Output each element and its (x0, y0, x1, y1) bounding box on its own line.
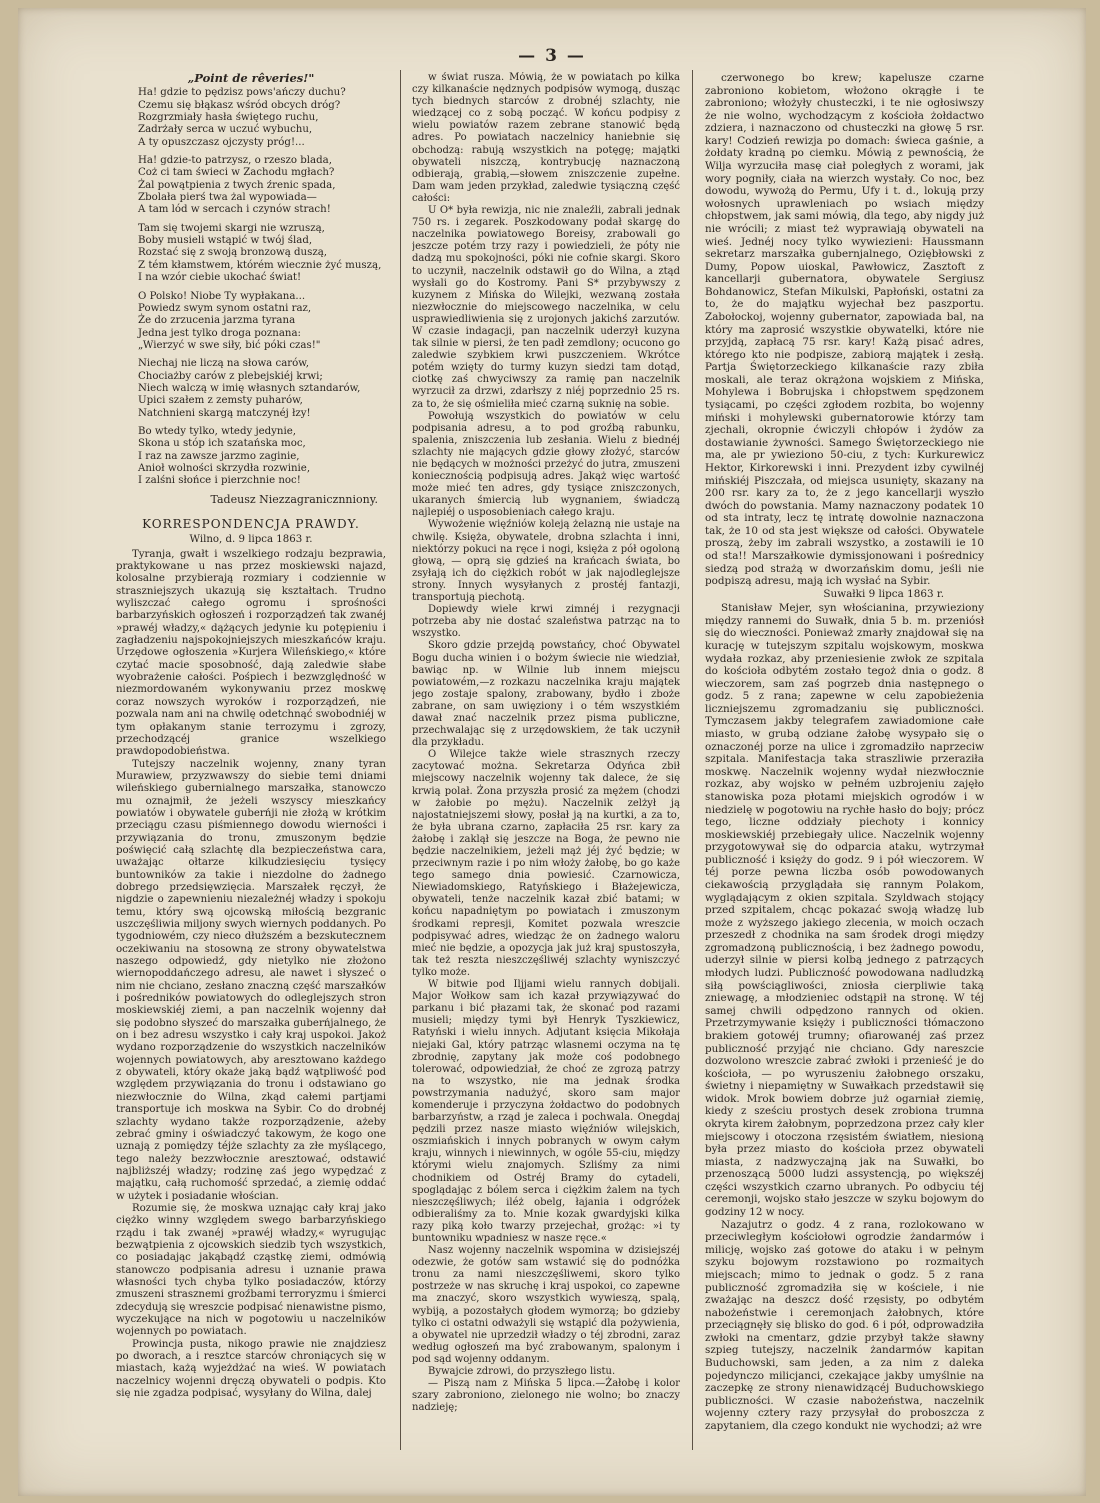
dateline: Suwałki 9 lipca 1863 r. (823, 587, 944, 600)
paragraph: czerwonego bo krew; kapelusze czarne zabroniono kobietom, włożono okrągłe i te zabroniono; włożyły chusteczki, i te nie ogłosiwszy że nie wolno, wychodzącym z kościoła żołdactwo zdziera, i naznaczono od chusteczki na głowę 5 rsr. kary! Codzień rewizja po domach: świeca gaśnie, a żołdaty kradną po ciemku. Mówią z pewnością, że Wilja wyrzuciła masę ciał poległych z worami, jak wory pogniły, ciała na wierzch wystały. Co noc, bez dowodu, wywożą do Permu, Ufy i t. d., lokują przy wołosnych uprawleniach po wsiach między chłopstwem, jak sami mówią, dla tego, aby nigdy już nie wrócili; z miast też wyprawiają obywateli na wieś. Jednéj nocy tylko wywiezieni: Haussmann sekretarz marszałka gubernjalnego, Oziębłowski z Dumy, Popow uioskal, Pawłowicz, Zasztoft z kancellarji gubernatora, obywatele Sergiusz Bohdanowicz, Stefan Mikulski, Papłoński, ostatni za to, że do majątku wyjechał bez paszportu. Zabołockoj, wojenny gubernator, zapowiada bal, na który ma zaprosić wszystkie obywatelki, które nie przyjdą, zapłacą 75 rsr. kary! Każą pisać adres, którego kto nie podpisze, zabiorą majątek i zesłą. Partja Świętorzeckiego kilkanaście razy zbiła moskali, ale teraz okrążona wojskiem z Mińska, Mohylewa i Bobrujska i chłopstwem spędzonem tysiącami, po części zgłodem rozbita, bo wojenny miński i mohylewski gubernatorowie którzy tam zjechali, okropnie ćwiczyli chłopów i żydów za dostawianie żywności. Samego Świętorzeckiego nie ma, ale pr ywieziono 50-ciu, z tych: Kurkurewicz Hektor, Kirkorewski i inni. Prezydent izby cywilnéj mińskiéj Piszczała, od miejsca usunięty, skazany na 200 rsr. kary za to, że z jego kancellarji wyszło dwóch do powstania. Mamy naznaczony podatek 10 od sta intraty, lecz tę intratę dowolnie naznaczona tak, że 10 od sta jest większe od całości. Obywatele proszą, żeby im zabrali wszystko, a zostawili ie 10 od sta!! Marszałkowie dymissjonowani i pośrednicy siedzą pod strażą w dworzańskim domu, jeśli nie podpiszą adresu, mają ich wysłać na Sybir. (705, 72, 984, 588)
poem-line: Tam się twojemi skargi nie wzruszą, (138, 222, 325, 234)
column-right (705, 72, 984, 1447)
poem-stanza (138, 358, 386, 420)
paragraph: Bywajcie zdrowi, do przyszłego listu. (428, 1366, 616, 1378)
paragraph: Prowincja pusta, nikogo prawie nie znajdziesz po dworach, a i resztce starców chroniących się w miastach, każą wyjeżdżać na wieś. W powiatach naczelnicy wojenni dręczą obywateli o podpis. Kto się nie zgadza podpisać, wysyłany do Wilna, dalej (116, 1338, 386, 1400)
poem-line: O Polsko! Niobe Ty wypłakana... (138, 290, 306, 302)
article-body (116, 549, 386, 1401)
poem-stanza (138, 291, 386, 353)
column-divider (400, 70, 401, 1450)
poem-line: Boby musieli wstąpić w twój ślad, (138, 235, 313, 247)
poem-line: I zalśni słońce i pierzchnie noc! (138, 475, 301, 487)
paragraph: Stanisław Mejer, syn włościanina, przywieziony między rannemi do Suwałk, dnia 5 b. m. przeniósł się do wieczności. Ponieważ zmarły znajdował się na kurację w tutejszym szpitalu wojskowym, moskwa wydała rozkaz, aby przeniesienie zwłok ze szpitala do kościoła odbytém zostało tegoż dnia o godz. 8 wieczorem, sam zaś pogrzeb dnia następnego o godz. 5 z rana; zapewne w celu zapobieżenia liczniejszemu zgromadzaniu się publiczności. Tymczasem jakby telegrafem zawiadomione całe miasto, w grubą odziane żałobę wysypało się o oznaczonéj porze na ulice i zgromadziło naprzeciw szpitala. Manifestacja taka straszliwie przeraziła moskwę. Naczelnik wojenny wydał niezwłocznie rozkaz, aby wojsko w pełném uzbrojeniu zajęło stanowiska poza płotami miejskich ogrodów i w niedzielę w pogotowiu na rychłe hasło do bojy; prócz tego, liczne oddziały piechoty i konnicy moskiewskiéj przebiegały ulice. Naczelnik wojenny przygotowywał się do odparcia ataku, wytrzymał publiczność i księży do godz. 9 i pół wieczorem. W téj porze pewna liczba osób powodowanych ciekawością przyglądała się rannym Polakom, wyglądającym z okien szpitala. Szyldwach stojący przed szpitalem, chcąc pokazać swoją władzę lub może z wyższego jakiego zlecenia, w moich oczach przeszedł z chodnika na sam środek drogi między zgromadzoną publicznością, i bez żadnego powodu, uderzył silnie w piersi kolbą jednego z patrzących młodych ludzi. Publiczność powodowana nadludzką siłą powściągliwości, zniosła cierpliwie taką zniewagę, a młodzieniec odstąpił na stronę. W téj samej chwili odpędzono rannych od okien. Przetrzymywanie księży i publiczności tłómaczono brakiem gotowéj trumny; ofiarowanéj zaś przez publiczność przyjąć nie chciano. Gdy nareszcie dozwolono wreszcie zabrać zwłoki i przenieść je do kościoła, — po wyruszeniu żałobnego orszaku, świetny i niepamiętny w Suwałkach przedstawił się widok. Mrok bowiem dobrze już ogarniał ziemię, kiedy z sześciu prostych desek zrobiona trumna okryta kirem żałobnym, poprzedzona przez cały kler miejscowy i otoczona rzęsistém światłem, niesioną była przez miasto do kościoła przez obywateli miasta, z nadzwyczajną jak na Suwałki, bo przenoszącą 5000 ludzi assystencją, po większéj części wszystkich czarno ubranych. Po odbyciu téj ceremonji, wojsko stało jeszcze w szyku bojowym do godziny 12 w nocy. (705, 602, 984, 1219)
poem-line: Czemu się błąkasz wśród obcych dróg? (138, 99, 341, 111)
paragraph: Tutejszy naczelnik wojenny, znany tyran Murawiew, przyzwawszy do siebie temi dniami wileńskiego gubernialnego marszałka, stanowczo mu oznajmił, że jeżeli wszyscy mieszkańcy powiatów i obywatele guberńji nie złożą w krótkim przeciągu czasu piśmiennego dowodu wierności i przywiązania do tronu, zmuszonym będzie poświęcić całą szlachtę dla bezpieczeństwa cara, uważając ołtarze kilkudziesięciu tysięcy buntowników za takie i niezdolne do żadnego dobrego przedsięwzięcia. Marszałek ręczył, że nigdzie o zapewnieniu niezależnéj władzy i spokoju temu, który swą ojcowską miłością bezgranic uszczęśliwia miljony swych wiernych poddanych. Po tygodniowém, czy nieco dłuższém a bezskutecznem oczekiwaniu na stosowną ze strony obywatelstwa naszego odpowiedź, gdy nietylko nie złożono wiernopoddańczego adresu, ale nawet i słyszeć o nim nie chciano, zesłano znaczną część marszałków i pośredników powiatowych do odleglejszych stron moskiewskiéj ziemi, a pan naczelnik wojenny dał się podobno słyszeć do marszałka guberńjalnego, że on i bez adresu wszystko i cały kraj uspokoi. Jakoż wydano rozporządzenie do wszystkich naczelników wojennych powiatowych, aby aresztowano każdego z obywateli, który okaże jaką bądź wątpliwość pod względem przywiązania do tronu i odstawiano go niezwłocznie do Wilna, zkąd całemi partjami transportuje ich moskwa na Sybir. Co do drobnéj szlachty wydano także rozporządzenie, ażeby zebrać gminy i oświadczyć takowym, że kogo one uznają z pomiędzy téjże szlachty za złe myślącego, tego należy bezzwłocznie aresztować, odstawić najbliższéj władzy; rodzinę zaś jego wypędzać z majątku, całą ruchomość sprzedać, a ziemię oddać w użytek i posiadanie włościan. (116, 758, 386, 1202)
article-body (705, 602, 984, 1432)
poem-line: Niechaj nie liczą na słowa carów, (138, 358, 310, 370)
poem-stanza (138, 87, 386, 149)
poem-line: Z tém kłamstwem, którém wiecznie żyć muszą, (138, 259, 382, 271)
newspaper-page (18, 8, 1086, 1496)
poem-line: Zadrżały serca w uczuć wybuchu, (138, 124, 313, 136)
poem (116, 87, 386, 487)
poem-line: Bo wtedy tylko, wtedy jedynie, (138, 425, 297, 437)
poem-line: A tam lód w sercach i czynów strach! (138, 204, 331, 216)
paragraph: Nasz wojenny naczelnik wspomina w dzisiejszéj odezwie, że gotów sam wstawić się do podnóżka tronu za nami nieszczęśliwemi, skoro tylko postrzeże w nas skruchę i kraj uspokoi, co zapewne ma znaczyć, skoro wszystkich wywieszą, spalą, wybiją, a pozostałych głodem wymorzą; bo gdzieby tylko ci ostatni odważyli się wstąpić dla pożywienia, a obywatel nie uprzedził władzy o téj zbrodni, zaraz według ogłoszeń ma być zrabowanym, spalonym i pod sąd wojenny oddanym. (412, 1245, 680, 1365)
paragraph: w świat rusza. Mówią, że w powiatach po kilka czy kilkanaście nędznych podpisów wymogą, dusząc tych biednych starców z drobnéj szlachty, nie wiedzącej co z sobą począć. W końcu podpisy z wielu powiatów razem zebrane stanowić będą adres. Po powiatach naczelnicy haniebnie się obchodzą: rabują wszystkich na potęgę; majątki obywateli niszczą, kontrybucję naznaczoną odbierają, grabią,—słowem zniszczenie zupełne. Dam wam jeden przykład, zaledwie tysiączną część całości: (412, 72, 680, 204)
paragraph: Nazajutrz o godz. 4 z rana, rozlokowano w przeciwległym kościołowi ogrodzie żandarmów i milicję, wojsko zaś gotowe do ataku i w pełnym szyku bojowym rozstawiono po rozmaitych miejscach; mimo to jednak o godz. 5 z rana publiczność zgromadziła się w kościele, i nie zważając na deszcz dość rzęsisty, po odbytém nabożeństwie i ceremonjach żałobnych, które przeciągnęły się blisko do god. 6 i pół, odprowadziła zwłoki na cmentarz, gdzie przybył także sławny szpieg tutejszy, naczelnik żandarmów kapitan Buduchowski, sam jeden, a za nim z daleka pojedynczo milicjanci, czekające jakby umyślnie na zaczepkę ze strony nienawidzącéj Buduchowskiego publiczności. W czasie nabożeństwa, naczelnik wojenny cztery razy przysyłał do proboszcza z zapytaniem, dla czego kondukt nie wychodzi; aż wre (705, 1218, 984, 1432)
poem-line: Anioł wolności skrzydła rozwinie, (138, 462, 311, 474)
poem-line: Ha! gdzie-to patrzysz, o rzeszo blada, (138, 155, 332, 167)
poem-line: Rozgrzmiały hasła świętego ruchu, (138, 112, 319, 124)
paragraph: U O* była rewizja, nic nie znaleźli, zabrali jednak 750 rs. i zegarek. Poszkodowany podał skargę do naczelnika powiatowego Boreisy, zrabowali go jeszcze potém trzy razy i powiedzieli, że póty nie dadzą mu spokojności, póki nie cofnie skargi. Skoro to uczynił, naczelnik odstawił go do Wilna, a ztąd wysłali go do Kostromy. Pani S* przybywszy z kuzynem z Mińska do Wilejki, wezwaną została niezwłocznie do miejscowego naczelnika, w celu usprawiedliwienia się z urojonych jakichś zarzutów. W czasie indagacji, pan naczelnik uderzył kuzyna tak silnie w piersi, że ten padł zemdlony; ocucono go zaledwie szybkiem krwi puszczeniem. Wkrótce potém wzięty do turmy kuzyn siedzi tam dotąd, ciotkę zaś chwyciwszy za ramię pan naczelnik wyrzucił za drzwi, zdarłszy z niéj poprzednio 25 rs. za to, że się ośmieliła mieć czarną suknię na sobie. (412, 205, 680, 410)
poem-stanza (138, 223, 386, 285)
paragraph: Dopiewdy wiele krwi zimnéj i rezygnacji potrzeba aby nie dostać szaleństwa patrząc na to wszystko. (412, 604, 680, 640)
paragraph: Skoro gdzie przejdą powstańcy, choć Obywatel Bogu ducha winien i o bożym świecie nie wiedział, bawiąc np. w Wilnie lub innem miejscu powiatowém,—z rozkazu naczelnika kraju majątek jego zostaje spalony, zrabowany, bydło i zboże zabrane, on sam uwięziony i o tém wszystkiém dawał znać naczelnik przez pisma publiczne, przechwalając się z urzędowskiem, że tak uczynił dla przykładu. (412, 640, 680, 749)
poem-stanza (138, 426, 386, 488)
paragraph: Powołują wszystkich do powiatów w celu podpisania adresu, a to pod groźbą rabunku, spalenia, zniszczenia lub zesłania. Wielu z biednéj szlachty nie mających gdzie głowy złożyć, starców nie będących w możności przeżyć do jutra, zmuszeni koniecznością podpisują adres. Jakąż więc wartość może mieć ten adres, gdy tysiące zniszczonych, ukaranych śmiercią lub wygnaniem, świadczą najlepiéj o usposobieniach całego kraju. (412, 410, 680, 519)
paragraph: W bitwie pod Iljjami wielu rannych dobijali. Major Wołkow sam ich kazał przywiązywać do parkanu i bić płazami tak, że skonać pod razami musieli; między tymi był Henryk Tyszkiewicz, Ratyński i wielu innych. Adjutant księcia Mikołaja niejaki Gal, który patrząc wlasnemi oczyma na tę zbrodnię, zapytany jak może coś podobnego tolerować, odpowiedział, że choć ze zgrozą patrzy na to wszystko, nie ma jednak środka powstrzymania nadużyć, skoro sam major komenderuje i przyczyna żołdactwo do podobnych barbarzyństw, a rząd je zaleca i pochwala. Onegdaj pędzili przez nasze miasto więźniów wilejskich, oszmiańskich i innych pobranych w owym całym kraju, winnych i niewinnych, w ogóle 55-ciu, między którymi wielu znajomych. Szliśmy za nimi chodnikiem od Ostréj Bramy do cytadeli, spoglądając z bólem serca i ciężkim żalem na tych nieszczęśliwych; iléż obelg, łajania i odgróżek odbieraliśmy za to. Mnie kozak gwardyjski kilka razy piką koło twarzy przejechał, grożąc: »i ty buntowniku wpadniesz w nasze ręce.« (412, 979, 680, 1244)
poem-title: „Point de rêveries!" (187, 72, 315, 85)
poem-line: Skona u stóp ich szatańska moc, (138, 438, 306, 450)
poem-line: Chociażby carów z plebejskiéj krwi; (138, 370, 323, 382)
poem-line: Ha! gdzie to pędzisz pows'ańczy duchu? (138, 87, 346, 99)
poem-line: Że do zrzucenia jarzma tyrana (138, 315, 296, 327)
poem-line: I raz na zawsze jarzmo zaginie, (138, 450, 300, 462)
column-left (116, 72, 386, 1447)
poem-line: Coż ci tam świeci w Zachodu mgłach? (138, 167, 335, 179)
paragraph: Rozumie się, że moskwa uznając cały kraj jako ciężko winny względem swego barbarzyńskiego rządu i tak zwanéj »prawéj władzy,« wyrugując bezwątpienia z ojcowskich siedzib tych wszystkich, co posiadając jakąbądź cząstkę ziemi, odmówią stanowczo podpisania adresu i uznanie prawa własności tych chyba tylko posiadaczów, którzy zmuszeni strasznemi groźbami terroryzmu i śmierci zdecydują się wreszcie podpisać nienawistne pismo, wyczekujące na nich w pogotowiu u naczelników wojennych po powiatach. (116, 1202, 386, 1338)
paragraph: Wywożenie więźniów koleją żelazną nie ustaje na chwilę. Księża, obywatele, drobna szlachta i inni, niektórzy pokuci na ręce i nogi, księża z pół ogoloną głową, — oprą się gdzieś na krańcach świata, bo zsyłają ich do ciężkich robót w jak najodleglejsze strony. Innych wysyłanych z prostéj fantazji, transportują piechotą. (412, 519, 680, 604)
dateline: Wilno, d. 9 lipca 1863 r. (189, 534, 313, 546)
poem-line: Natchnieni skargą matczynéj łzy! (138, 407, 311, 419)
poem-stanza (138, 155, 386, 217)
poem-line: Jedna jest tylko droga poznana: (138, 327, 301, 339)
article-body (412, 72, 680, 1414)
page-number: — 3 — (518, 46, 586, 66)
poem-line: Upici szałem z zemsty puharów, (138, 395, 303, 407)
poem-line: Zbolała pierś twa żal wypowiada— (138, 192, 317, 204)
paragraph: Tyranja, gwałt i wszelkiego rodzaju bezprawia, praktykowane u nas przez moskiewski najazd, kolosalne przybierają rozmiary i codziennie w straszniejszych ukazują się kształtach. Trudno wyliszczać całego ogromu i sprośności barbarzyńskich ogłoszeń i rozporządzeń tak zwanéj »prawéj władzy,« dążących jedynie ku potępieniu i zagładzeniu najspokojniejszych mieszkańców kraju. Urzędowe ogłoszenia »Kurjera Wileńskiego,« które czytać macie sposobność, dają zaledwie słabe wyobrażenie całości. Pośpiech i bezwzględność w niezmordowaném wykonywaniu przez moskwę coraz nowszych wyroków i rozporządzeń, nie pozwala nam ani na chwilę odetchnąć swobodniéj w tym opłakanym stanie terrozymu i zgrozy, przechodzącéj granice wszelkiego prawdopodobieństwa. (116, 548, 386, 758)
poem-signature: Tadeusz Niezzagranicznniony. (210, 492, 378, 506)
paragraph: O Wilejce także wiele strasznych rzeczy zacytować można. Sekretarza Odyńca zbił miejscowy naczelnik wojenny tak dalece, że się krwią polał. Żona przyszła prosić za mężem (chodzi w żałobie po mężu). Naczelnik zelżył ją najostatniejszemi słowy, posłał ją na kurtki, a za to, że była ubrana czarno, zapłaciła 25 rsr. kary za żałobę i zaklął się jeszcze na Boga, że pewno nie będzie naczelnikiem, jeżeli mąż jéj żyć będzie; w przeciwnym razie i po nim włoży żałobę, bo go każe tego samego dnia powiesić. Czarnowicza, Niewiadomskiego, Ratyńskiego i Błażejewicza, obywateli, tenże naczelnik kazał zbić batami; w końcu napadniętym po powiatach i zmuszonym środkami represji, Komitet pozwala wreszcie podpisywać adres, wiedząc że on żadnego waloru mieć nie będzie, a opozycja jak już kraj spustoszyła, tak też reszta nieszczęśliwéj szlachty wyniszczyć tylko może. (412, 749, 680, 978)
column-middle (412, 72, 680, 1447)
poem-line: „Wierzyć w swe siły, bić póki czas!" (138, 339, 321, 351)
poem-line: Rozstać się z swoją bronzową duszą, (138, 247, 328, 259)
article-body (705, 72, 984, 588)
poem-line: I na wzór ciebie ukochać świat! (138, 272, 302, 284)
poem-line: A ty opuszczasz ojczysty próg!... (138, 136, 305, 148)
poem-line: Niech walczą w imię własnych sztandarów, (138, 382, 361, 394)
column-divider (692, 70, 693, 1450)
poem-line: Powiedz swym synom ostatni raz, (138, 302, 312, 314)
section-heading: KORRESPONDENCJA PRAWDY. (142, 517, 360, 531)
paragraph: — Piszą nam z Mińska 5 lipca.—Żałobę i kolor szary zabroniono, zielonego nie wolno; bo znaczy nadzieję; (412, 1378, 680, 1414)
poem-line: Żal powątpienia z twych źrenic spada, (138, 179, 336, 191)
